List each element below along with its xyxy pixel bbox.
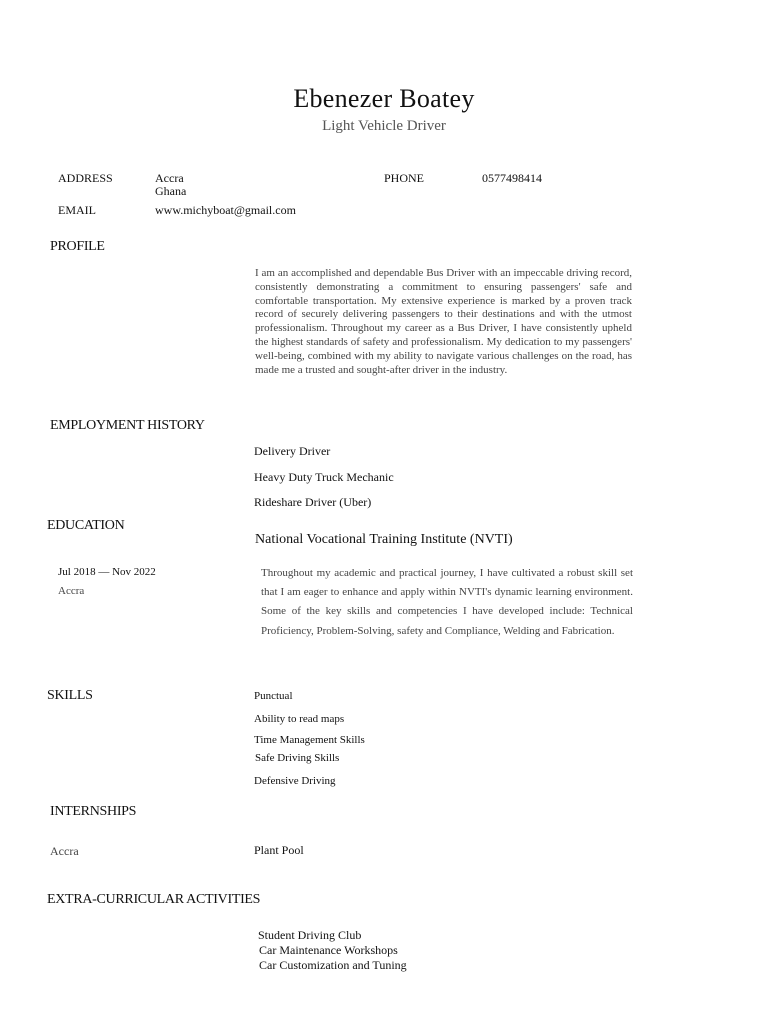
education-school: National Vocational Training Institute (NVTI): [255, 532, 513, 547]
email-label: EMAIL: [58, 203, 96, 217]
employment-item: Heavy Duty Truck Mechanic: [254, 470, 394, 484]
internships-heading: INTERNSHIPS: [50, 804, 137, 819]
skill-item: Punctual: [254, 690, 293, 702]
education-location: Accra: [58, 585, 85, 597]
address-label: ADDRESS: [58, 171, 113, 185]
address-line2: Ghana: [155, 184, 187, 198]
resume-name: Ebenezer Boatey: [293, 84, 475, 113]
phone-label: PHONE: [384, 171, 425, 185]
job-title: Light Vehicle Driver: [322, 118, 446, 134]
skills-heading: SKILLS: [47, 688, 93, 703]
extracurricular-item: Car Customization and Tuning: [259, 958, 407, 972]
extracurricular-heading: EXTRA-CURRICULAR ACTIVITIES: [47, 892, 261, 907]
address-line1: Accra: [155, 171, 184, 185]
skill-item: Ability to read maps: [254, 713, 345, 725]
skill-item: Time Management Skills: [254, 734, 365, 746]
skill-item: Safe Driving Skills: [255, 752, 340, 764]
profile-text: I am an accomplished and dependable Bus Driver with an impeccable driving record, consistently demonstrating a commitment to ensuring passengers' safe and comfortable transportation. My extensive experience is marked by a proven track record of securely delivering passengers to their destinations and with the utmost professionalism. Throughout my career as a Bus Driver, I have consistently upheld the highest standards of safety and professionalism. My dedication to my passengers' well-being, combined with my ability to navigate various challenges on the road, has made me a trusted and sought-after driver in the industry.: [255, 267, 632, 376]
education-text: Throughout my academic and practical journey, I have cultivated a robust skill set that I am eager to enhance and apply within NVTI's dynamic learning environment. Some of the key skills and competencies I have developed include: Technical Proficiency, Problem-Solving, safety and Compliance, Welding and Fabrication.: [261, 567, 633, 637]
profile-heading: PROFILE: [50, 239, 105, 254]
extracurricular-item: Car Maintenance Workshops: [259, 943, 398, 957]
internship-location: Accra: [50, 844, 79, 858]
employment-item: Rideshare Driver (Uber): [254, 495, 372, 509]
extracurricular-item: Student Driving Club: [258, 928, 362, 942]
skill-item: Defensive Driving: [254, 775, 336, 787]
employment-heading: EMPLOYMENT HISTORY: [50, 418, 205, 433]
education-heading: EDUCATION: [47, 518, 125, 533]
education-dates: Jul 2018 — Nov 2022: [58, 566, 156, 578]
email-value[interactable]: www.michyboat@gmail.com: [155, 203, 296, 217]
phone-value: 0577498414: [482, 171, 542, 185]
internship-name: Plant Pool: [254, 843, 304, 857]
employment-item: Delivery Driver: [254, 444, 331, 458]
